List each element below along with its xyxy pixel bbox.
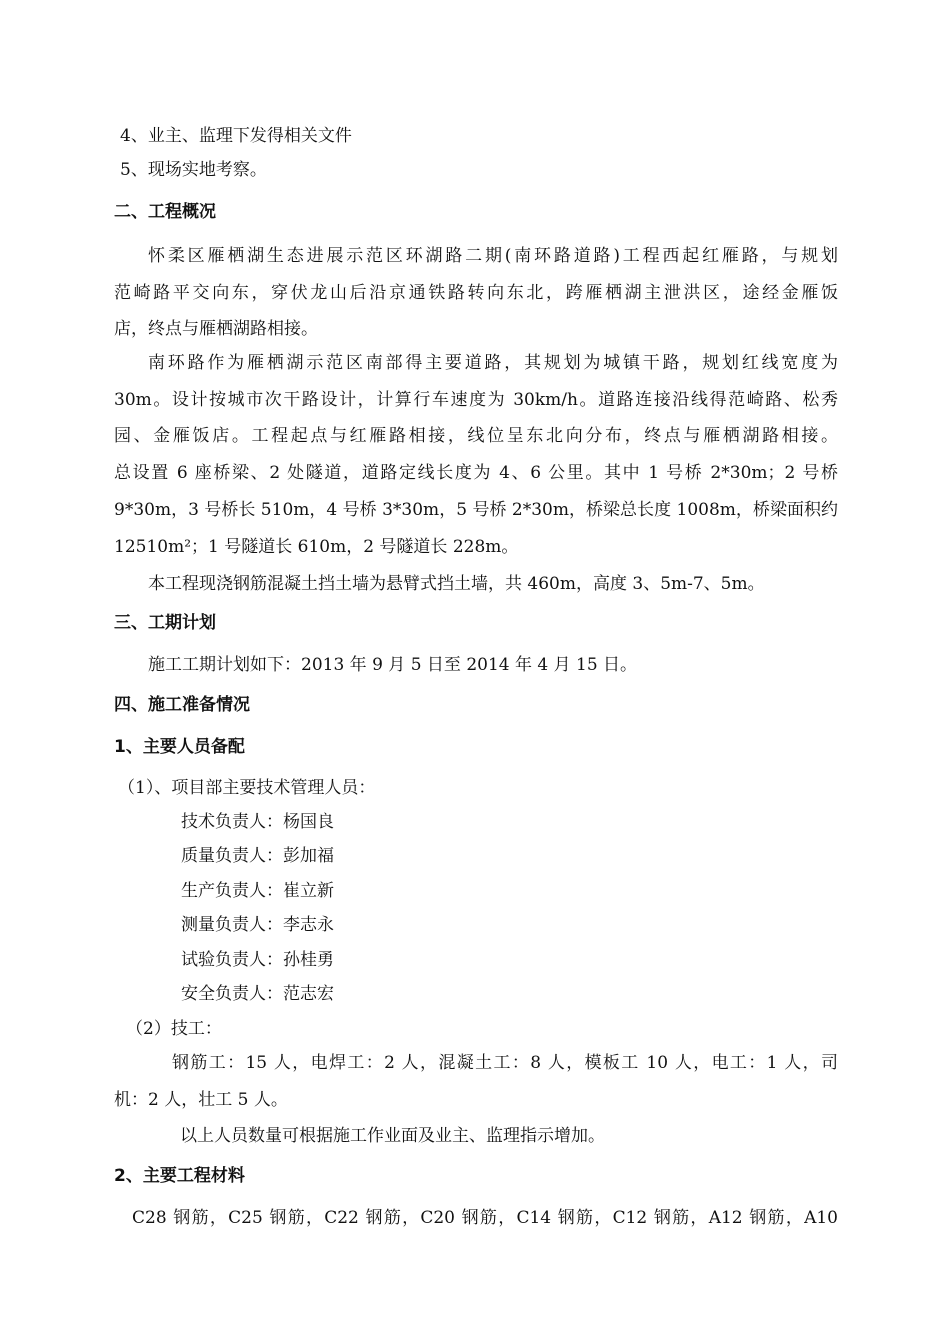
subsection-heading: 1、主要人员备配: [114, 737, 245, 757]
staff-role: 生产负责人：: [181, 881, 283, 901]
group-label: （2）技工：: [126, 1019, 222, 1039]
staff-name: 孙桂勇: [283, 950, 334, 970]
paragraph-line: 南环路作为雁栖湖示范区南部得主要道路，其规划为城镇干路，规划红线宽度为: [148, 353, 838, 373]
paragraph-line: 怀柔区雁栖湖生态进展示范区环湖路二期(南环路道路)工程西起红雁路，与规划: [148, 246, 838, 266]
paragraph-line: 范崎路平交向东，穿伏龙山后沿京通铁路转向东北，跨雁栖湖主泄洪区，途经金雁饭: [114, 283, 838, 303]
staff-role: 安全负责人：: [181, 984, 283, 1004]
section-heading: 四、施工准备情况: [114, 695, 250, 715]
staff-role: 试验负责人：: [181, 950, 283, 970]
staff-entry: [181, 881, 334, 901]
staff-name: 杨国良: [283, 812, 334, 832]
section-heading: 二、工程概况: [114, 202, 216, 222]
paragraph-line: 钢筋工：15 人，电焊工：2 人，混凝土工：8 人，模板工 10 人，电工：1 人，司: [172, 1053, 838, 1073]
staff-name: 李志永: [283, 915, 334, 935]
paragraph-line: 总设置 6 座桥梁、2 处隧道，道路定线长度为 4、6 公里。其中 1 号桥 2*30m；2 号桥: [114, 463, 838, 483]
paragraph-line: 店，终点与雁栖湖路相接。: [114, 319, 318, 339]
paragraph-line: 以上人员数量可根据施工作业面及业主、监理指示增加。: [180, 1126, 605, 1146]
staff-entry: [181, 915, 334, 935]
paragraph-line: 9*30m，3 号桥长 510m，4 号桥 3*30m，5 号桥 2*30m，桥梁总长度 1008m，桥梁面积约: [114, 500, 838, 520]
paragraph-line: 机：2 人，壮工 5 人。: [114, 1090, 288, 1110]
list-item: 5、现场实地考察。: [120, 160, 267, 180]
list-item: 4、业主、监理下发得相关文件: [120, 126, 352, 146]
staff-role: 测量负责人：: [181, 915, 283, 935]
paragraph-line: 本工程现浇钢筋混凝土挡土墙为悬臂式挡土墙，共 460m，高度 3、5m-7、5m。: [148, 574, 765, 594]
paragraph-line: 30m。设计按城市次干路设计，计算行车速度为 30km/h。道路连接沿线得范崎路、松秀: [114, 390, 838, 410]
staff-role: 质量负责人：: [181, 846, 283, 866]
group-label: （1）、项目部主要技术管理人员：: [118, 778, 376, 798]
staff-name: 崔立新: [283, 881, 334, 901]
staff-name: 范志宏: [283, 984, 334, 1004]
subsection-heading: 2、主要工程材料: [114, 1166, 245, 1186]
paragraph-line: 12510m²；1 号隧道长 610m，2 号隧道长 228m。: [114, 537, 519, 557]
staff-entry: [181, 846, 334, 866]
section-heading: 三、工期计划: [114, 613, 216, 633]
staff-entry: [181, 812, 334, 832]
paragraph-line: 施工工期计划如下：2013 年 9 月 5 日至 2014 年 4 月 15 日。: [148, 655, 638, 675]
paragraph-line: 园、金雁饭店。工程起点与红雁路相接，线位呈东北向分布，终点与雁栖湖路相接。: [114, 426, 838, 446]
staff-role: 技术负责人：: [181, 812, 283, 832]
staff-name: 彭加福: [283, 846, 334, 866]
paragraph-line: C28 钢筋，C25 钢筋，C22 钢筋，C20 钢筋，C14 钢筋，C12 钢筋，A12 钢筋，A10: [132, 1208, 838, 1228]
staff-entry: [181, 984, 334, 1004]
staff-entry: [181, 950, 334, 970]
